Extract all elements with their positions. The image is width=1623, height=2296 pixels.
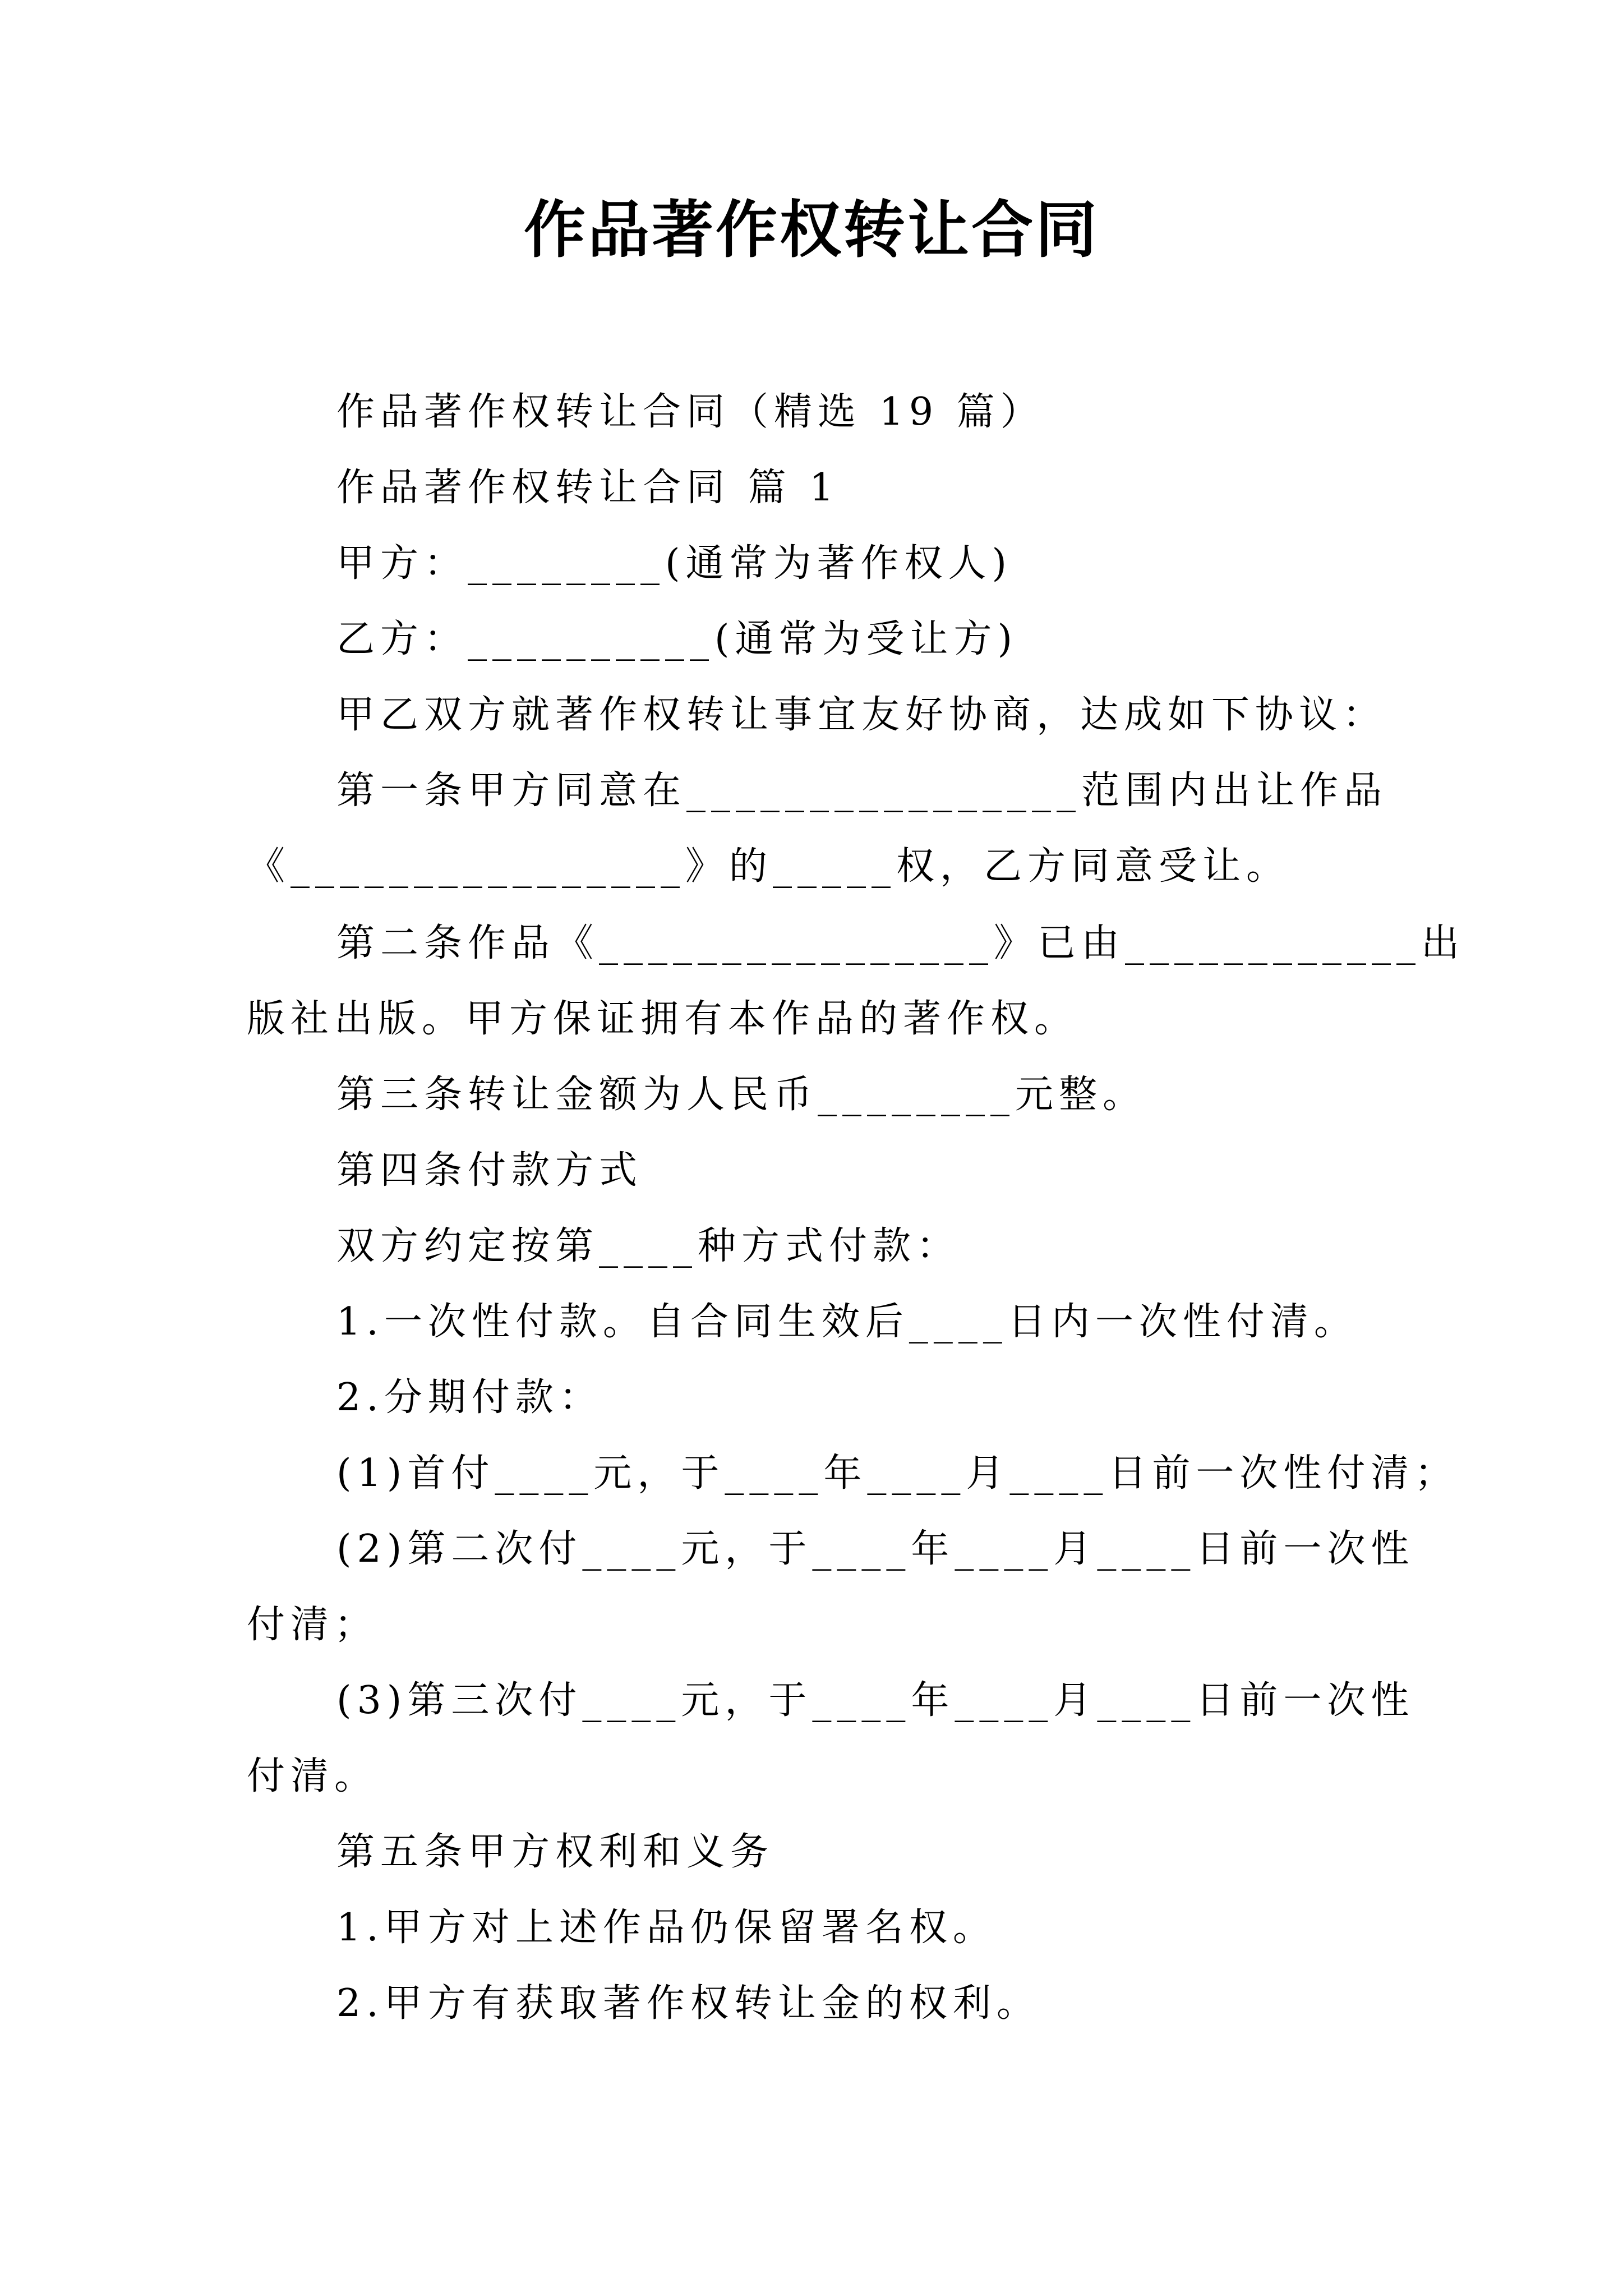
article-3-line: 第三条转让金额为人民币________元整。 (336, 1073, 1147, 1117)
section-heading: 作品著作权转让合同 篇 1 (336, 466, 840, 510)
installment-2-line-1: (2)第二次付____元，于____年____月____日前一次性 (336, 1527, 1415, 1571)
article-5-item-2: 2.甲方有获取著作权转让金的权利。 (336, 1981, 1040, 2026)
agreement-intro: 甲乙双方就著作权转让事宜友好协商，达成如下协议： (336, 693, 1387, 737)
article-2-line-2: 版社出版。甲方保证拥有本作品的著作权。 (247, 997, 1078, 1041)
party-b-line: 乙方：__________(通常为受让方) (336, 617, 1018, 661)
document-title: 作品著作权转让合同 (524, 194, 1099, 266)
payment-option-1: 1.一次性付款。自合同生效后____日内一次性付清。 (336, 1300, 1358, 1344)
article-4-heading: 第四条付款方式 (336, 1148, 643, 1193)
article-1-line-1: 第一条甲方同意在________________范围内出让作品 (336, 769, 1388, 813)
payment-choice-line: 双方约定按第____种方式付款： (336, 1224, 961, 1268)
installment-3-line-1: (3)第三次付____元，于____年____月____日前一次性 (336, 1678, 1415, 1723)
installment-2-line-2: 付清； (247, 1603, 379, 1647)
article-5-item-1: 1.甲方对上述作品仍保留署名权。 (336, 1906, 997, 1950)
article-1-line-2: 《________________》的_____权，乙方同意受让。 (247, 844, 1290, 889)
installment-1: (1)首付____元，于____年____月____日前一次性付清； (336, 1451, 1459, 1496)
article-2-line-1: 第二条作品《________________》已由____________出 (336, 921, 1465, 965)
payment-option-2: 2.分期付款： (336, 1375, 603, 1420)
article-5-heading: 第五条甲方权利和义务 (336, 1830, 774, 1874)
installment-3-line-2: 付清。 (247, 1754, 379, 1798)
subtitle-line: 作品著作权转让合同（精选 19 篇） (336, 390, 1044, 434)
party-a-line: 甲方：________(通常为著作权人) (336, 541, 1013, 586)
